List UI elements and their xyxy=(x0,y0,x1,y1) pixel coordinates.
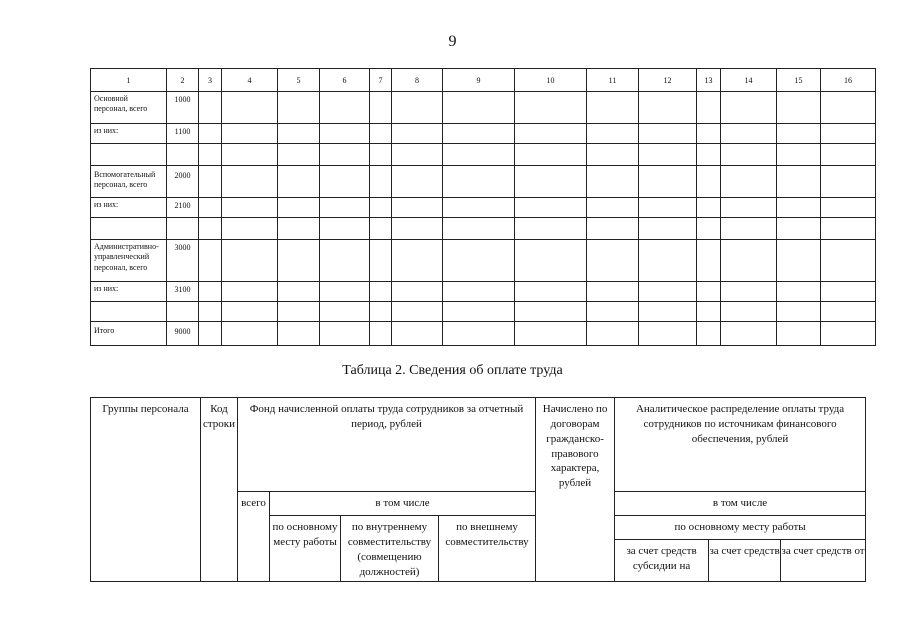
row-label xyxy=(91,302,167,322)
col-number-12: 12 xyxy=(639,69,697,92)
column-number-row xyxy=(91,69,876,92)
col-number-15: 15 xyxy=(777,69,821,92)
row-code: 2000 xyxy=(167,166,199,198)
row-code xyxy=(167,218,199,240)
main-place-header: по основному месту работы xyxy=(270,516,341,582)
table-row xyxy=(91,322,876,346)
row-code: 1000 xyxy=(167,92,199,124)
row-code: 3100 xyxy=(167,282,199,302)
col-number-2: 2 xyxy=(167,69,199,92)
row-label: из них: xyxy=(91,124,167,144)
table-row xyxy=(91,282,876,302)
staff-table xyxy=(90,68,876,346)
row-label: Основной персонал, всего xyxy=(91,92,167,124)
table-row xyxy=(91,240,876,282)
funds-header-b: за счет средств от xyxy=(781,540,866,582)
table-caption: Таблица 2. Сведения об оплате труда xyxy=(342,363,563,378)
col-number-16: 16 xyxy=(821,69,876,92)
total-header: всего xyxy=(238,492,270,582)
table-row xyxy=(91,92,876,124)
col-number-10: 10 xyxy=(515,69,587,92)
col-number-1: 1 xyxy=(91,69,167,92)
table-row xyxy=(91,166,876,198)
table-row xyxy=(91,144,876,166)
table-row xyxy=(91,302,876,322)
row-label: Административно-управленческий персонал, всего xyxy=(91,240,167,282)
row-label: из них: xyxy=(91,198,167,218)
col-number-14: 14 xyxy=(721,69,777,92)
row-label: Вспомогательный персонал, всего xyxy=(91,166,167,198)
subsidy-header: за счет средств субсидии на xyxy=(615,540,709,582)
row-label xyxy=(91,144,167,166)
col-number-6: 6 xyxy=(320,69,370,92)
col-number-9: 9 xyxy=(443,69,515,92)
row-label xyxy=(91,218,167,240)
page-number: 9 xyxy=(448,33,457,50)
gph-header: Начислено по договорам гражданско-правового характера, рублей xyxy=(536,398,615,582)
table-row xyxy=(91,124,876,144)
row-code: 1100 xyxy=(167,124,199,144)
col-number-3: 3 xyxy=(199,69,222,92)
row-code: 3000 xyxy=(167,240,199,282)
row-code: 9000 xyxy=(167,322,199,346)
row-code xyxy=(167,302,199,322)
table-row xyxy=(91,198,876,218)
row-label: Итого xyxy=(91,322,167,346)
col-number-8: 8 xyxy=(392,69,443,92)
col-number-11: 11 xyxy=(587,69,639,92)
internal-header: по внутреннему совместительству (совмещению должностей) xyxy=(341,516,439,582)
row-code: 2100 xyxy=(167,198,199,218)
col-number-5: 5 xyxy=(278,69,320,92)
groups-header: Группы персонала xyxy=(91,398,201,582)
main-place-header-2: по основному месту работы xyxy=(615,516,866,540)
including-header-2: в том числе xyxy=(615,492,866,516)
col-number-7: 7 xyxy=(370,69,392,92)
external-header: по внешнему совместительству xyxy=(439,516,536,582)
fund-header: Фонд начисленной оплаты труда сотрудников за отчетный период, рублей xyxy=(238,398,536,492)
col-number-4: 4 xyxy=(222,69,278,92)
analytic-header: Аналитическое распределение оплаты труда сотрудников по источникам финансового обеспечения, рублей xyxy=(615,398,866,492)
payroll-table xyxy=(90,397,866,582)
table-row xyxy=(91,218,876,240)
funds-header-a: за счет средств xyxy=(709,540,781,582)
row-code xyxy=(167,144,199,166)
col-number-13: 13 xyxy=(697,69,721,92)
including-header: в том числе xyxy=(270,492,536,516)
code-header: Код строки xyxy=(201,398,238,582)
row-label: из них: xyxy=(91,282,167,302)
